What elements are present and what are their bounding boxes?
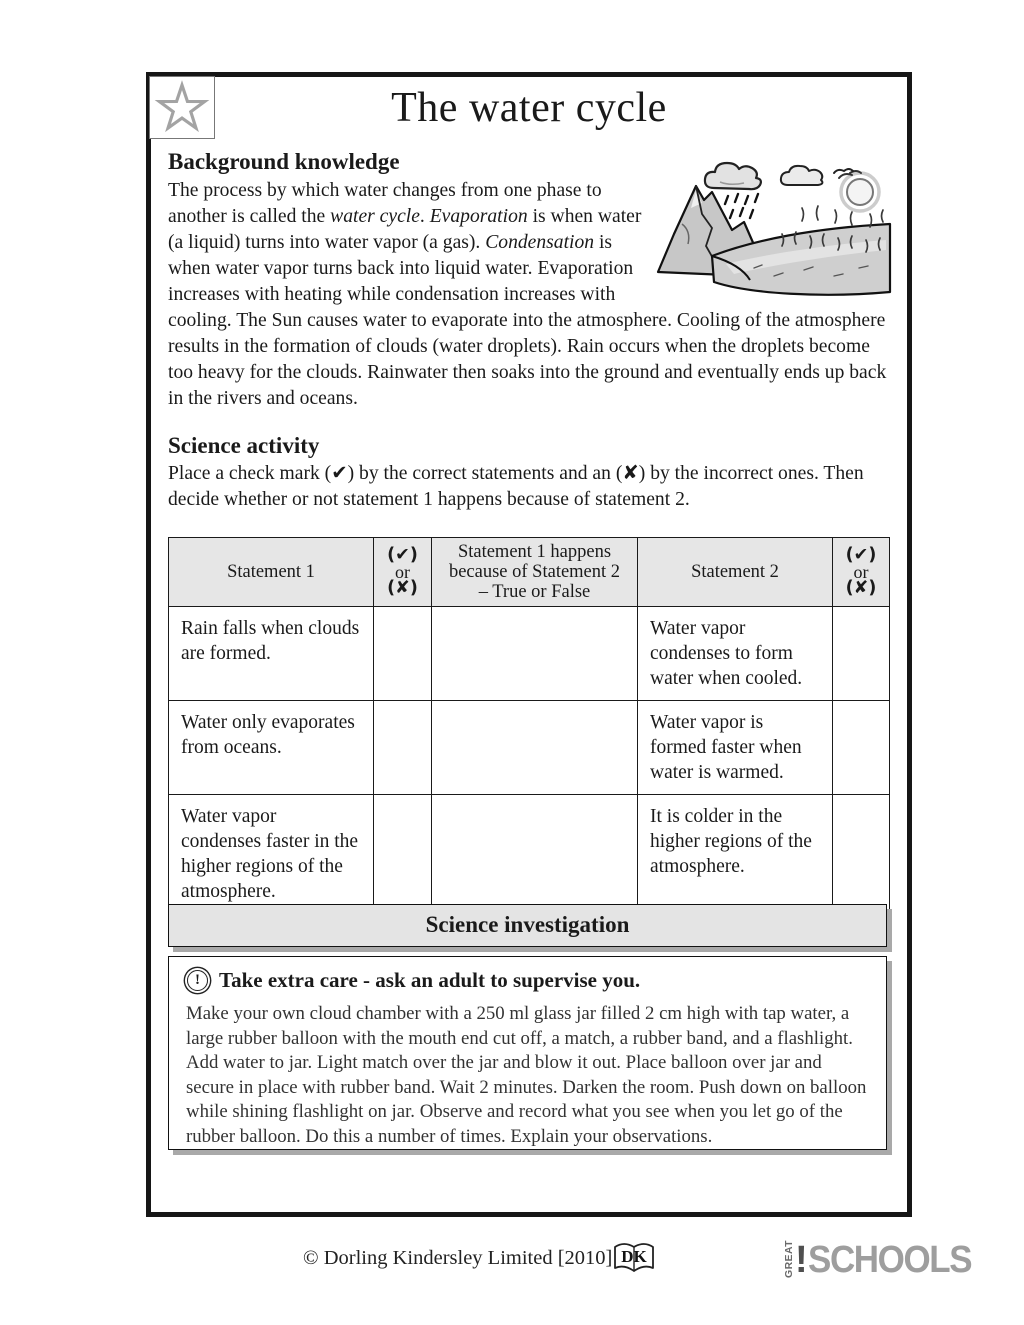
intro-text-part: . [419, 206, 430, 227]
activity-instructions: Place a check mark (✔) by the correct statements and an (✘) by the incorrect ones. Then decide whether or not statement 1 happens because of statement 2. [168, 463, 864, 510]
mark1-answer-cell[interactable] [374, 607, 432, 701]
col-header-statement1: Statement 1 [169, 538, 374, 607]
statement1-cell: Water vapor condenses faster in the higher regions of the atmosphere. [169, 795, 374, 914]
term-evaporation: Evaporation [429, 206, 528, 227]
statement2-cell: It is colder in the higher regions of the atmosphere. [638, 795, 833, 914]
activity-heading: Science activity [168, 433, 320, 458]
mark2-answer-cell[interactable] [833, 607, 890, 701]
table-row [169, 795, 890, 914]
col-header-mark1: (✔) or (✘) [374, 538, 432, 607]
true-false-answer-cell[interactable] [432, 701, 638, 795]
mark2-answer-cell[interactable] [833, 795, 890, 914]
mark2-answer-cell[interactable] [833, 701, 890, 795]
greatschools-logo [783, 1240, 985, 1280]
intro-text-part: is when water vapor turns back into liquid water. Evaporation increases with heating while condensation increases with cooling. The Sun causes water to evaporate into the atmosphere. Cooling of the atmosphere results in the formation of clouds (water droplets). Rain occurs when the droplets become too heavy for the clouds. Rainwater then soaks into the ground and eventually ends up back in the rivers and oceans. [168, 232, 887, 409]
check-glyph: (✔) [387, 545, 418, 565]
greatschools-logo-bang: ! [795, 1239, 808, 1281]
greatschools-logo-great: GREAT [783, 1240, 795, 1278]
true-false-answer-cell[interactable] [432, 795, 638, 914]
mark1-answer-cell[interactable] [374, 701, 432, 795]
check-glyph: (✔) [845, 545, 877, 565]
term-condensation: Condensation [485, 232, 595, 253]
mark1-answer-cell[interactable] [374, 795, 432, 914]
col-header-because: Statement 1 happens because of Statement 2 – True or False [432, 538, 638, 607]
investigation-header: Science investigation [168, 904, 887, 947]
page-title: The water cycle [391, 85, 667, 131]
intro-text-part: The process by which water changes from one phase to another is called the [168, 180, 602, 227]
statement1-cell: Rain falls when clouds are formed. [169, 607, 374, 701]
table-header-row [169, 538, 890, 607]
warning-icon: ! [187, 970, 208, 991]
col-header-mark2: (✔) or (✘) [833, 538, 890, 607]
term-water-cycle: water cycle [330, 206, 420, 227]
dk-logo [612, 1240, 656, 1283]
copyright-text: © Dorling Kindersley Limited [2010] [303, 1247, 613, 1269]
water-cycle-illustration [654, 152, 894, 300]
investigation-box [168, 956, 887, 1150]
cross-glyph: (✘) [845, 578, 877, 598]
statement1-cell: Water only evaporates from oceans. [169, 701, 374, 795]
greatschools-logo-schools: SCHOOLS [807, 1239, 971, 1281]
statement2-cell: Water vapor condenses to form water when cooled. [638, 607, 833, 701]
star-box [149, 76, 215, 139]
cross-glyph: (✘) [387, 578, 418, 598]
warning-row [184, 968, 871, 993]
table-row [169, 607, 890, 701]
table-row [169, 701, 890, 795]
statements-table [168, 537, 890, 914]
background-heading: Background knowledge [168, 149, 400, 174]
warning-text: Take extra care - ask an adult to supervise you. [219, 968, 641, 992]
col-header-statement2: Statement 2 [638, 538, 833, 607]
intro-text-part: is when water (a liquid) turns into water vapor (a gas). [168, 206, 642, 253]
dk-logo-text: DK [621, 1247, 647, 1266]
statement2-cell: Water vapor is formed faster when water is warmed. [638, 701, 833, 795]
investigation-body: Make your own cloud chamber with a 250 ml glass jar filled 2 cm high with tap water, a large rubber balloon with the mouth end cut off, a match, a rubber band, and a flashlight. Add water to jar. Light match over the jar and blow it out. Place balloon over jar and secure in place with rubber band. Wait 2 minutes. Darken the room. Push down on balloon while shining flashlight on jar. Observe and record what you see when you let go of the rubber balloon. Do this a number of times. Explain your observations. [186, 1003, 867, 1147]
background-text [168, 178, 894, 412]
star-icon [153, 80, 211, 136]
true-false-answer-cell[interactable] [432, 607, 638, 701]
